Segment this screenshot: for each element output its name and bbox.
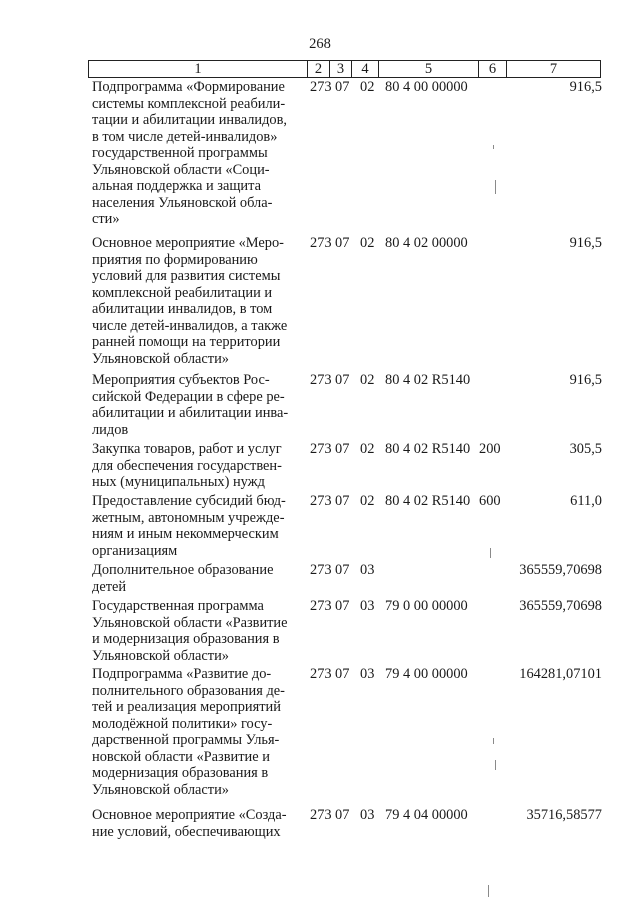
cell-amount: 365559,70698 (519, 562, 602, 578)
description-line: Мероприятия субъектов Рос- (92, 372, 270, 388)
description-line: Основное мероприятие «Созда- (92, 807, 287, 823)
description-line: Предоставление субсидий бюд- (92, 493, 286, 509)
description-line: ных (муниципальных) нужд (92, 474, 265, 490)
scan-speck (493, 738, 494, 744)
description-line: Подпрограмма «Развитие до- (92, 666, 272, 682)
cell-gov-code: 273 (310, 598, 332, 614)
description-line: модернизация образования в (92, 765, 269, 781)
cell-target-article: 80 4 02 R5140 (385, 493, 471, 509)
cell-gov-code: 273 (310, 235, 332, 251)
description-line: Подпрограмма «Формирование (92, 79, 285, 95)
row-description (92, 493, 300, 559)
description-line: абилитации инвалидов, в том (92, 301, 273, 317)
description-line: в том числе детей-инвалидов» (92, 128, 278, 145)
description-line: сти» (92, 211, 120, 227)
row-description (92, 235, 300, 367)
cell-subsection: 02 (360, 235, 375, 251)
cell-amount: 365559,70698 (519, 598, 602, 614)
scan-speck (490, 548, 491, 558)
description-line: сийской Федерации в сфере ре- (92, 388, 285, 405)
cell-section: 07 (335, 666, 350, 682)
header-col-7: 7 (507, 60, 601, 78)
cell-gov-code: 273 (310, 493, 332, 509)
row-description (92, 372, 300, 438)
description-line: населения Ульяновской обла- (92, 194, 273, 211)
cell-section: 07 (335, 807, 350, 823)
description-line: Дополнительное образование (92, 562, 274, 578)
row-description (92, 441, 300, 491)
description-line: тей и реализация мероприятий (92, 699, 281, 715)
cell-section: 07 (335, 598, 350, 614)
row-description (92, 79, 300, 228)
description-line: детей (92, 578, 127, 595)
cell-subsection: 02 (360, 79, 375, 95)
cell-gov-code: 273 (310, 79, 332, 95)
cell-target-article: 79 4 00 00000 (385, 666, 468, 682)
description-line: ниям и иным некоммерческим (92, 526, 279, 542)
description-line: абилитации и абилитации инва- (92, 405, 289, 421)
header-col-5: 5 (379, 60, 479, 78)
cell-section: 07 (335, 372, 350, 388)
cell-gov-code: 273 (310, 372, 332, 388)
page-number: 268 (309, 36, 331, 52)
description-line: приятия по формированию (92, 251, 258, 268)
cell-section: 07 (335, 235, 350, 251)
description-line: Основное мероприятие «Меро- (92, 235, 284, 251)
description-line: и модернизация образования в (92, 631, 280, 647)
cell-amount: 35716,58577 (526, 807, 602, 823)
description-line: новской области «Развитие и (92, 748, 270, 765)
cell-expense-type: 600 (479, 493, 501, 509)
cell-subsection: 02 (360, 493, 375, 509)
scan-speck (493, 145, 494, 149)
cell-expense-type: 200 (479, 441, 501, 457)
cell-section: 07 (335, 441, 350, 457)
cell-subsection: 02 (360, 372, 375, 388)
header-col-3: 3 (330, 60, 352, 78)
cell-target-article: 80 4 02 R5140 (385, 372, 471, 388)
cell-amount: 916,5 (569, 372, 602, 388)
description-line: Ульяновской области» (92, 781, 229, 798)
description-line: альная поддержка и защита (92, 178, 261, 194)
cell-subsection: 03 (360, 562, 375, 578)
row-description (92, 807, 300, 840)
cell-gov-code: 273 (310, 441, 332, 457)
cell-subsection: 02 (360, 441, 375, 457)
cell-subsection: 03 (360, 807, 375, 823)
scan-speck (495, 760, 496, 770)
cell-amount: 305,5 (569, 441, 602, 457)
description-line: Ульяновской области» (92, 647, 229, 664)
cell-amount: 916,5 (569, 235, 602, 251)
cell-amount: 164281,07101 (519, 666, 602, 682)
description-line: тации и абилитации инвалидов, (92, 112, 288, 128)
description-line: Закупка товаров, работ и услуг (92, 441, 282, 457)
description-line: лидов (92, 421, 129, 438)
description-line: для обеспечения государствен- (92, 457, 282, 474)
scan-speck (495, 180, 496, 194)
cell-section: 07 (335, 562, 350, 578)
header-col-6: 6 (479, 60, 507, 78)
description-line: полнительного образования де- (92, 682, 285, 699)
description-line: организациям (92, 542, 178, 559)
description-line: Ульяновской области «Развитие (92, 614, 288, 631)
cell-amount: 611,0 (570, 493, 602, 509)
cell-target-article: 79 4 04 00000 (385, 807, 468, 823)
description-line: системы комплексной реабили- (92, 95, 286, 112)
row-description (92, 598, 300, 664)
cell-target-article: 80 4 02 R5140 (385, 441, 471, 457)
description-line: Ульяновской области» (92, 350, 229, 367)
description-line: дарственной программы Улья- (92, 732, 280, 748)
cell-target-article: 79 0 00 00000 (385, 598, 468, 614)
cell-section: 07 (335, 493, 350, 509)
cell-gov-code: 273 (310, 666, 332, 682)
cell-amount: 916,5 (569, 79, 602, 95)
cell-target-article: 80 4 00 00000 (385, 79, 468, 95)
cell-section: 07 (335, 79, 350, 95)
header-col-2: 2 (308, 60, 330, 78)
cell-subsection: 03 (360, 666, 375, 682)
cell-subsection: 03 (360, 598, 375, 614)
description-line: государственной программы (92, 145, 268, 161)
description-line: жетным, автономным учрежде- (92, 509, 285, 526)
description-line: ние условий, обеспечивающих (92, 823, 281, 840)
row-description (92, 666, 300, 798)
description-line: ранней помощи на территории (92, 334, 281, 350)
description-line: числе детей-инвалидов, а также (92, 317, 288, 334)
scan-speck (488, 885, 489, 897)
description-line: Государственная программа (92, 598, 264, 614)
description-line: молодёжной политики» госу- (92, 715, 273, 732)
cell-target-article: 80 4 02 00000 (385, 235, 468, 251)
description-line: условий для развития системы (92, 268, 281, 284)
description-line: комплексной реабилитации и (92, 284, 273, 301)
cell-gov-code: 273 (310, 807, 332, 823)
row-description (92, 562, 300, 595)
header-col-4: 4 (352, 60, 379, 78)
cell-gov-code: 273 (310, 562, 332, 578)
header-col-1: 1 (88, 60, 308, 78)
description-line: Ульяновской области «Соци- (92, 161, 270, 178)
